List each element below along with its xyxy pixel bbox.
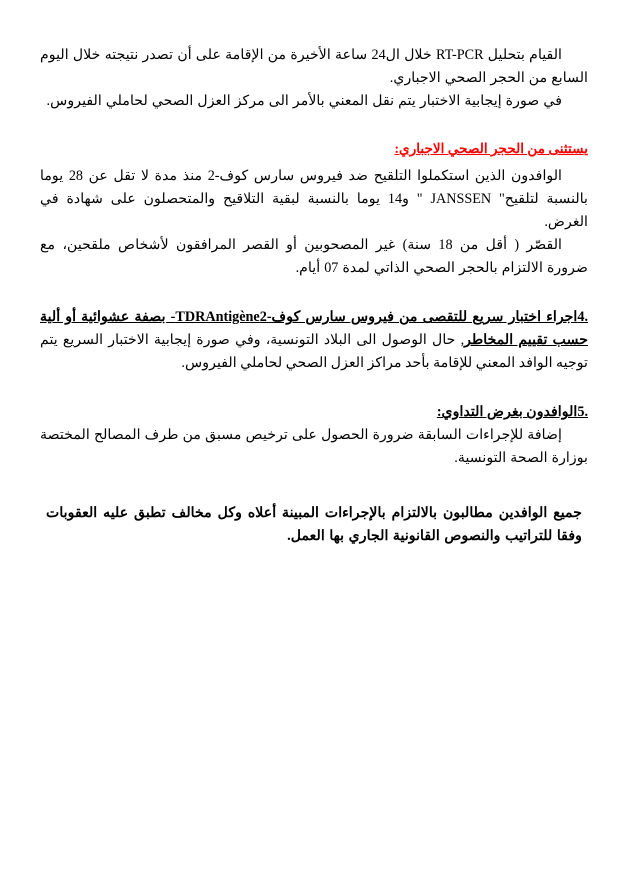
section-4-number: 4.	[577, 309, 589, 326]
section-5-number: 5.	[577, 404, 588, 421]
section-4	[40, 306, 588, 375]
section-4-tdr-label: TDR	[175, 309, 206, 326]
spacer	[40, 280, 588, 306]
closing-statement: جميع الوافدين مطالبون بالالتزام بالإجراءات المبينة أعلاه وكل مخالف تطبق عليه العقوبات وفقا للتراتيب والنصوص القانونية الجاري بها العمل.	[46, 505, 582, 545]
section-4-body: , حال الوصول الى البلاد التونسية، وفي صورة إيجابية الاختبار السريع يتم توجيه الوافد المعني للإقامة بأحد مراكز العزل الصحي لحاملي الفيروس.	[40, 332, 588, 372]
exemption-heading: يستثنى من الحجر الصحي الاجباري:	[394, 141, 588, 156]
section-4-heading-text-2: - بصفة عشوائية أو ألية حسب تقييم المخاطر	[40, 309, 588, 349]
section-5-heading	[40, 401, 588, 424]
paragraph-positive-case: في صورة إيجابية الاختبار يتم نقل المعني بالأمر الى مركز العزل الصحي لحاملي الفيروس.	[46, 93, 562, 109]
exemption-item-minors: القصّر ( أقل من 18 سنة) غير المصحوبين أو القصر المرافقون لأشخاص ملقحين، مع ضرورة الالتزام بالحجر الصحي الذاتي لمدة 07 أيام.	[40, 237, 588, 277]
section-4-heading-text: اجراء اختبار سريع للتقصى من فيروس سارس كوف-2	[259, 309, 578, 326]
document-body	[40, 44, 588, 548]
section-4-antigene-label: Antigène	[205, 309, 260, 326]
section-5-heading-text: الوافدون بغرض التداوي:	[436, 404, 578, 421]
spacer	[40, 375, 588, 401]
paragraph-pcr-requirement: القيام بتحليل RT-PCR خلال ال24 ساعة الأخيرة من الإقامة على أن تصدر نتيجته خلال اليوم السابع من الحجر الصحي الاجباري.	[40, 47, 588, 86]
section-5-body: إضافة للإجراءات السابقة ضرورة الحصول على ترخيص مسبق من طرف المصالح المختصة بوزارة الصحة التونسية.	[40, 427, 588, 467]
spacer	[40, 470, 588, 502]
spacer	[40, 113, 588, 139]
exemption-item-vaccinated: الوافدون الذين استكملوا التلقيح ضد فيروس سارس كوف-2 منذ مدة لا تقل عن 28 يوما بالنسبة لتلقيح" JANSSEN " و14 يوما بالنسبة لبقية التلاقيح والمتحصلون على شهادة في الغرض.	[40, 168, 588, 231]
